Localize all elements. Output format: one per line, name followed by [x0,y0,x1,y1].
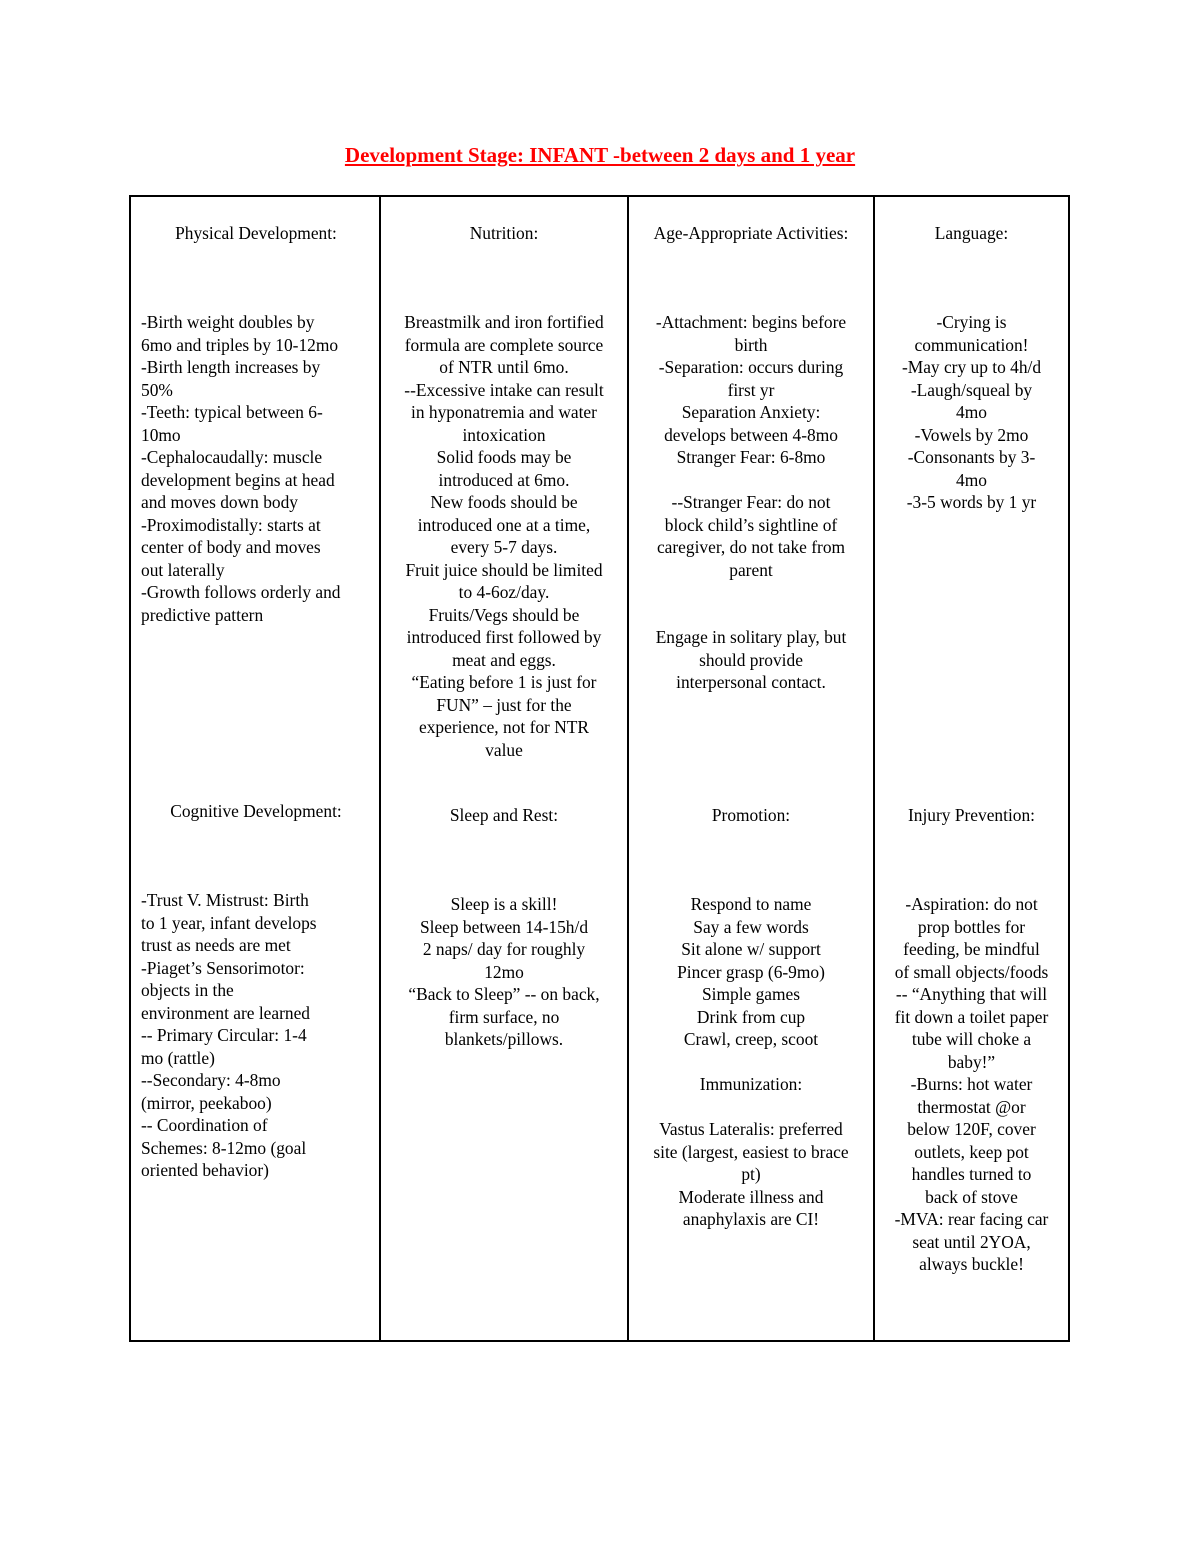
cell-promotion [629,781,873,1253]
language-body: -Crying is communication! -May cry up to 4h/d -Laugh/squeal by 4mo -Vowels by 2mo -Consonants by 3- 4mo -3-5 words by 1 yr [901,312,1042,512]
cell-injury-prevention [875,781,1068,1298]
cognitive-development-body: -Trust V. Mistrust: Birth to 1 year, infant develops trust as needs are met -Piaget’s Sensorimotor: objects in the environment are learned -- Primary Circular: 1-4 mo (rattle) --Secondary: 4-8mo (mirror, peekaboo) -- Coordination of Schemes: 8-12mo (goal oriented behavior) [141,890,317,1180]
nutrition-body: Breastmilk and iron fortified formula are complete source of NTR until 6mo. --Excessive intake can result in hyponatremia and water intoxication Solid foods may be introduced at 6mo. New foods should be introduced one at a time, every 5-7 days. Fruit juice should be limited to 4-6oz/day. Fruits/Vegs should be introduced first followed by meat and eggs. “Eating before 1 is just for FUN” – just for the experience, not for NTR value [404,312,604,760]
cell-nutrition [381,199,627,784]
promotion-body: Respond to name Say a few words Sit alone w/ support Pincer grasp (6-9mo) Simple games Drink from cup Crawl, creep, scoot Immunization: Vastus Lateralis: preferred site (largest, easiest to brace pt) Moderate illness and anaphylaxis are CI! [653,894,849,1229]
injury-prevention-body: -Aspiration: do not prop bottles for feeding, be mindful of small objects/foods -- “Anything that will fit down a toilet paper tube will choke a baby!” -Burns: hot water thermostat @or below 120F, cover outlets, keep pot handles turned to back of stove -MVA: rear facing car seat until 2YOA, always buckle! [894,894,1049,1274]
language-heading: Language: [934,222,1009,243]
cell-physical-development [133,199,379,649]
development-table [129,195,1070,1342]
cell-sleep-and-rest [381,781,627,1073]
cell-age-appropriate-activities [629,199,873,716]
activities-body: -Attachment: begins before birth -Separation: occurs during first yr Separation Anxiety: develops between 4-8mo Stranger Fear: 6-8mo --Stranger Fear: do not block child’s sightline of caregiver, do not take from parent Engage in solitary play, but should provide interpersonal contact. [655,312,847,692]
physical-development-heading: Physical Development: [175,222,337,243]
promotion-heading: Promotion: [711,804,791,825]
injury-prevention-heading: Injury Prevention: [907,804,1036,825]
sleep-and-rest-body: Sleep is a skill! Sleep between 14-15h/d 2 naps/ day for roughly 12mo “Back to Sleep” -- on back, firm surface, no blankets/pillows. [408,894,600,1049]
cell-language [875,199,1068,536]
physical-development-body: -Birth weight doubles by 6mo and triples by 10-12mo -Birth length increases by 50% -Teeth: typical between 6- 10mo -Cephalocaudally: muscle development begins at head and moves down body -Proximodistally: starts at center of body and moves out laterally -Growth follows orderly and predictive pattern [141,312,341,625]
document-title: Development Stage: INFANT -between 2 days and 1 year [344,143,856,167]
nutrition-heading: Nutrition: [469,222,539,243]
sleep-and-rest-heading: Sleep and Rest: [449,804,559,825]
activities-heading: Age-Appropriate Activities: [653,222,849,243]
cognitive-development-heading: Cognitive Development: [170,800,342,821]
cell-cognitive-development [133,777,379,1204]
